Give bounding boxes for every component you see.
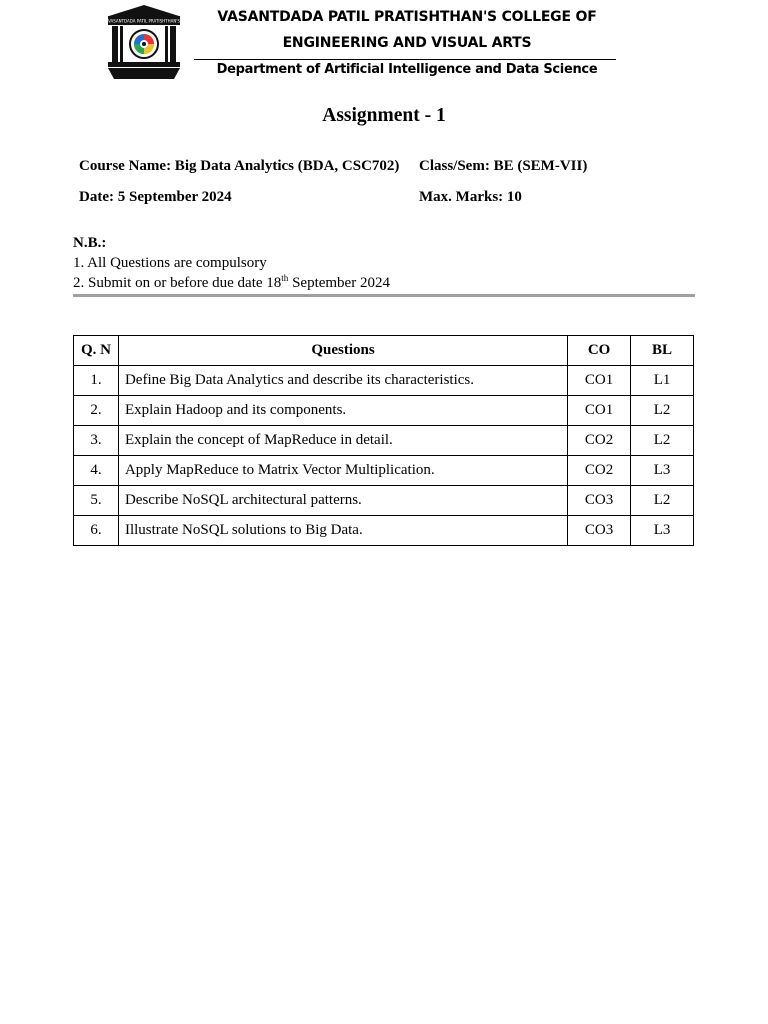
college-name-line-1: VASANTDADA PATIL PRATISHTHAN'S COLLEGE OF [217,9,597,25]
course-outcome: CO1 [568,396,631,426]
blooms-level: L3 [631,456,694,486]
blooms-level: L2 [631,396,694,426]
col-header-co: CO [568,336,631,366]
assignment-title: Assignment - 1 [322,105,446,126]
table-row [74,396,694,426]
course-name: Course Name: Big Data Analytics (BDA, CSC702) [79,158,400,174]
nb-instruction-2-text: 2. Submit on or before due date 18 [73,275,282,291]
question-text: Explain the concept of MapReduce in detail. [118,426,567,456]
question-number: 5. [74,486,119,516]
table-row [74,516,694,546]
section-divider [73,294,695,297]
question-text: Define Big Data Analytics and describe its characteristics. [118,366,567,396]
col-header-qn: Q. N [74,336,119,366]
table-row [74,486,694,516]
nb-heading: N.B.: [73,235,107,251]
max-marks: Max. Marks: 10 [419,189,522,205]
question-number: 6. [74,516,119,546]
blooms-level: L2 [631,426,694,456]
question-text: Describe NoSQL architectural patterns. [118,486,567,516]
course-outcome: CO2 [568,426,631,456]
table-row [74,366,694,396]
assignment-date: Date: 5 September 2024 [79,189,232,205]
col-header-questions: Questions [118,336,567,366]
question-number: 3. [74,426,119,456]
question-number: 4. [74,456,119,486]
question-text: Apply MapReduce to Matrix Vector Multiplication. [118,456,567,486]
course-outcome: CO2 [568,456,631,486]
question-number: 1. [74,366,119,396]
blooms-level: L3 [631,516,694,546]
course-outcome: CO3 [568,516,631,546]
department-name: Department of Artificial Intelligence and Data Science [216,62,598,77]
ordinal-suffix: th [281,273,289,283]
table-header-row [74,336,694,366]
table-row [74,456,694,486]
class-semester: Class/Sem: BE (SEM-VII) [419,158,588,174]
col-header-bl: BL [631,336,694,366]
blooms-level: L2 [631,486,694,516]
blooms-level: L1 [631,366,694,396]
question-text: Explain Hadoop and its components. [118,396,567,426]
question-number: 2. [74,396,119,426]
course-outcome: CO3 [568,486,631,516]
questions-table [73,335,694,546]
college-name-line-2: ENGINEERING AND VISUAL ARTS [282,35,532,51]
header-divider [194,59,616,60]
nb-instruction-1: 1. All Questions are compulsory [73,255,267,271]
course-outcome: CO1 [568,366,631,396]
question-text: Illustrate NoSQL solutions to Big Data. [118,516,567,546]
table-row [74,426,694,456]
nb-instruction-2 [73,275,390,292]
college-emblem-logo [104,4,184,80]
svg-text:VASANTDADA PATIL PRATISHTHAN'S: VASANTDADA PATIL PRATISHTHAN'S [108,18,180,24]
nb-instruction-2-text-end: September 2024 [288,275,390,291]
